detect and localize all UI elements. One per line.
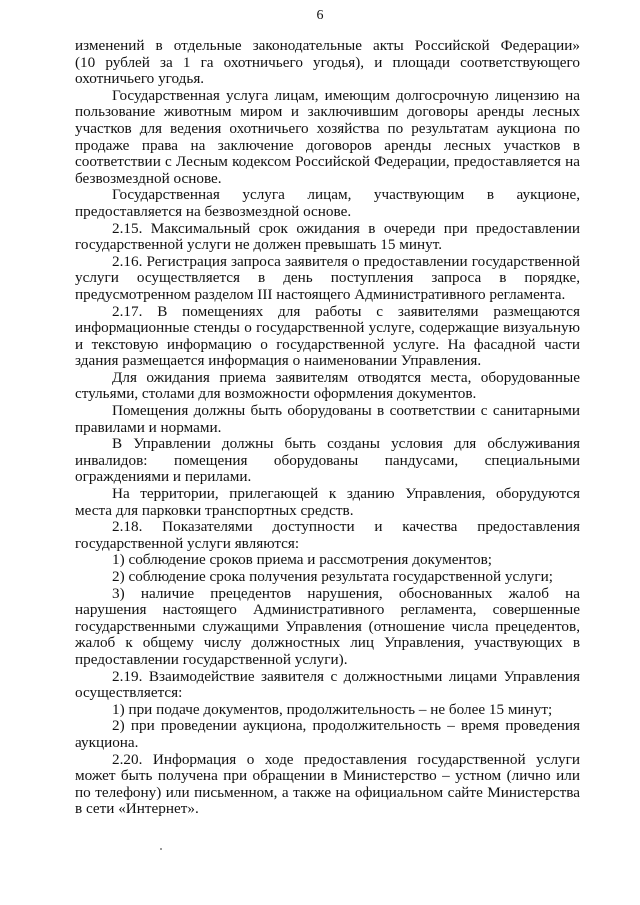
text-line: 2) при проведении аукциона, продолжительность – время проведения <box>112 717 580 735</box>
text-line: Для ожидания приема заявителям отводятся места, оборудованные <box>112 368 580 386</box>
text-line: 3) наличие прецедентов нарушения, обоснованных жалоб на <box>112 584 580 602</box>
text-line: Помещения должны быть оборудованы в соответствии с санитарными <box>112 402 580 420</box>
text-line: (10 рублей за 1 га охотничьего угодья), и площади соответствующего <box>75 53 580 71</box>
text-line: государственной услуги являются: <box>75 534 300 552</box>
text-line: в сети «Интернет». <box>75 800 199 818</box>
text-line: 2.19. Взаимодействие заявителя с должностными лицами Управления <box>112 667 580 685</box>
scan-speck <box>160 848 162 850</box>
text-line: На территории, прилегающей к зданию Управления, оборудуются <box>112 485 580 503</box>
text-line: 1) при подаче документов, продолжительность – не более 15 минут; <box>112 700 553 718</box>
text-line: 2.20. Информация о ходе предоставления государственной услуги <box>112 750 580 768</box>
text-line: предоставляется на безвозмездной основе. <box>75 202 352 220</box>
text-line: стульями, столами для возможности оформления документов. <box>75 385 477 403</box>
text-line: правилами и нормами. <box>75 418 222 436</box>
text-line: информационные стенды о государственной услуге, содержащие визуальную <box>75 319 580 337</box>
text-line: В Управлении должны быть созданы условия для обслуживания <box>112 435 580 453</box>
text-line: нарушения настоящего Административного регламента, совершенные <box>75 601 580 619</box>
text-line: безвозмездной основе. <box>75 169 222 187</box>
text-line: изменений в отдельные законодательные акты Российской Федерации» <box>75 37 580 54</box>
text-line: государственной услуги не должен превышать 15 минут. <box>75 236 442 254</box>
text-line: инвалидов: помещения оборудованы пандусами, специальными <box>75 451 580 469</box>
text-line: соответствии с Лесным кодексом Российской Федерации, предоставляется на <box>75 153 580 171</box>
text-line: здания размещается информация о наименовании Управления. <box>75 352 482 370</box>
document-body <box>75 38 580 818</box>
text-line: Государственная услуга лицам, участвующим в аукционе, <box>112 186 580 204</box>
text-line: продаже права на заключение договоров аренды лесных участков в <box>75 136 580 154</box>
page-number: 6 <box>316 8 324 23</box>
text-line: аукциона. <box>75 733 139 751</box>
text-line: предоставлении государственной услуги). <box>75 650 348 668</box>
text-line: может быть получена при обращении в Министерство – устном (лично или <box>75 767 580 785</box>
text-line: 1) соблюдение сроков приема и рассмотрения документов; <box>112 551 492 569</box>
text-line: государственными служащими Управления (отношение числа прецедентов, <box>75 617 580 635</box>
text-line: участков для ведения охотничьего хозяйства по результатам аукциона по <box>75 119 580 137</box>
text-line: 2.17. В помещениях для работы с заявителями размещаются <box>112 302 580 320</box>
text-line: места для парковки транспортных средств. <box>75 501 354 519</box>
text-line: 2.18. Показателями доступности и качества предоставления <box>112 518 580 536</box>
text-line: услуги осуществляется в день поступления запроса в порядке, <box>75 269 580 287</box>
text-line: по телефону) или письменном, а также на официальном сайте Министерства <box>75 783 580 801</box>
text-line: пользование животным миром и заключившим договоры аренды лесных <box>75 103 580 121</box>
text-line: осуществляется: <box>75 684 183 702</box>
text-line: жалоб к общему числу должностных лиц Управления, участвующих в <box>75 634 580 652</box>
text-line: и текстовую информацию о государственной услуге. На фасадной части <box>75 335 580 353</box>
text-line: ограждениями и перилами. <box>75 468 252 486</box>
text-line: охотничьего угодья. <box>75 70 205 88</box>
text-line: 2) соблюдение срока получения результата государственной услуги; <box>112 568 553 585</box>
text-line: предусмотренном разделом III настоящего Административного регламента. <box>75 285 566 303</box>
text-line: 2.15. Максимальный срок ожидания в очереди при предоставлении <box>112 219 580 237</box>
text-line: 2.16. Регистрация запроса заявителя о предоставлении государственной <box>112 252 580 270</box>
text-line: Государственная услуга лицам, имеющим долгосрочную лицензию на <box>112 86 580 104</box>
